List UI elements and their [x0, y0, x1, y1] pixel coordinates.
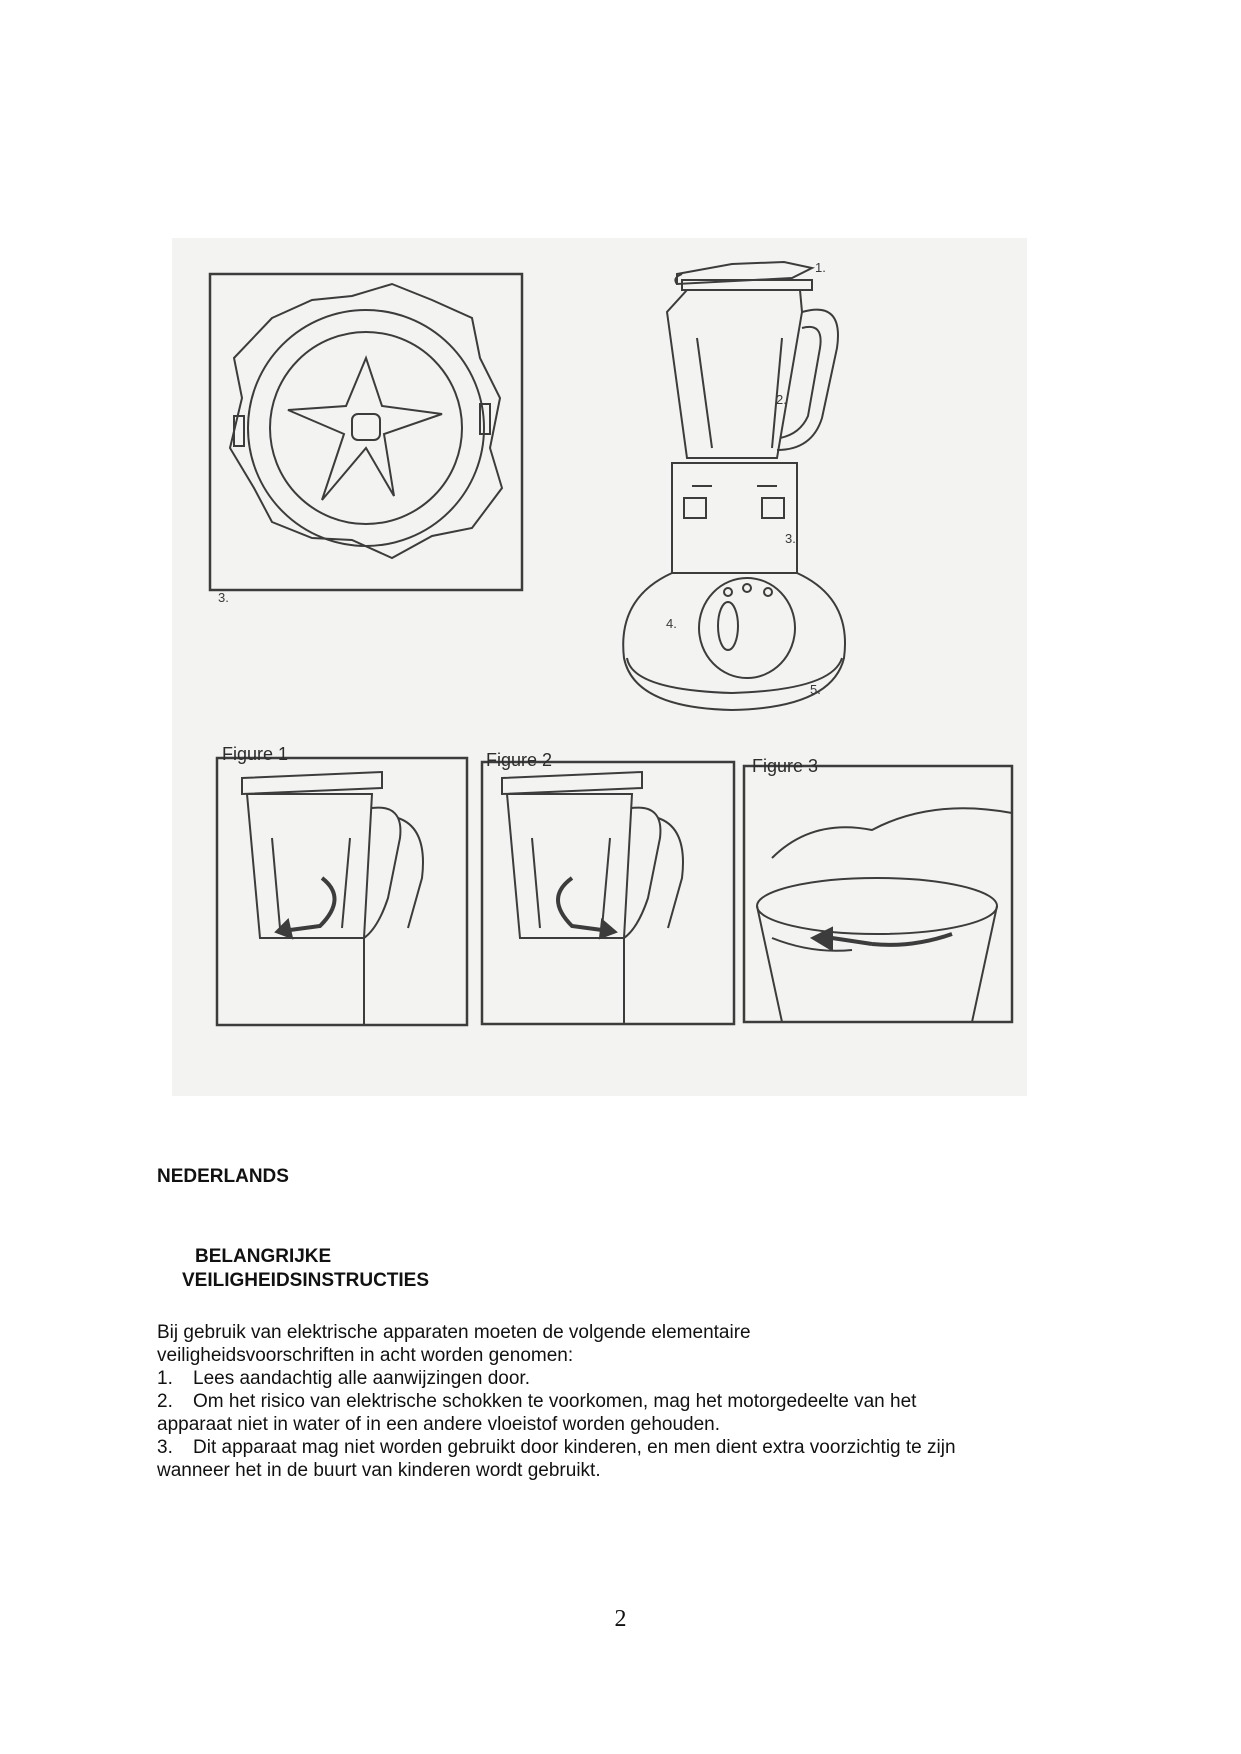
intro-line-1: Bij gebruik van elektrische apparaten moeten de volgende elementaire [157, 1322, 751, 1343]
safety-heading-line-1: BELANGRIJKE [195, 1246, 332, 1267]
figure-2-caption: Figure 2 [486, 750, 553, 770]
item-text-continuation: apparaat niet in water of in een andere vloeistof worden gehouden. [157, 1414, 721, 1435]
figure-1-drawing [217, 758, 467, 1025]
item-number: 1. [157, 1368, 173, 1389]
instruction-item-2 [157, 1390, 1117, 1413]
item-text: Dit apparaat mag niet worden gebruikt door kinderen, en men dient extra voorzichtig te zijn [193, 1437, 956, 1458]
part-label-knob: 5. [810, 682, 821, 697]
part-label-blade-ring: 3. [785, 531, 796, 546]
figure-1-caption: Figure 1 [222, 744, 289, 764]
part-label-lid: 1. [815, 260, 826, 275]
figure-3-caption: Figure 3 [752, 756, 819, 776]
item-text: Lees aandachtig alle aanwijzingen door. [193, 1368, 530, 1389]
item-text: Om het risico van elektrische schokken te voorkomen, mag het motorgedeelte van het [193, 1391, 917, 1412]
part-label-jar: 2. [776, 392, 787, 407]
figure-3-drawing [744, 766, 1012, 1022]
blender-assembled-drawing [623, 262, 845, 710]
instruction-item-3 [157, 1436, 1117, 1459]
figure-2-drawing [482, 762, 734, 1024]
blade-assembly-drawing [210, 274, 522, 590]
item-number: 3. [157, 1437, 173, 1458]
part-label-blade-detail: 3. [218, 590, 229, 605]
page-number: 2 [614, 1606, 627, 1632]
part-label-base: 4. [666, 616, 677, 631]
instruction-item-1 [157, 1367, 1117, 1390]
intro-line-2: veiligheidsvoorschriften in acht worden genomen: [157, 1345, 574, 1366]
language-heading: NEDERLANDS [157, 1166, 289, 1187]
item-text-continuation: wanneer het in de buurt van kinderen wordt gebruikt. [157, 1460, 601, 1481]
blender-illustrations [172, 238, 1027, 1096]
safety-heading-line-2: VEILIGHEIDSINSTRUCTIES [182, 1270, 430, 1291]
item-number: 2. [157, 1391, 173, 1412]
safety-instructions [157, 1321, 1117, 1482]
